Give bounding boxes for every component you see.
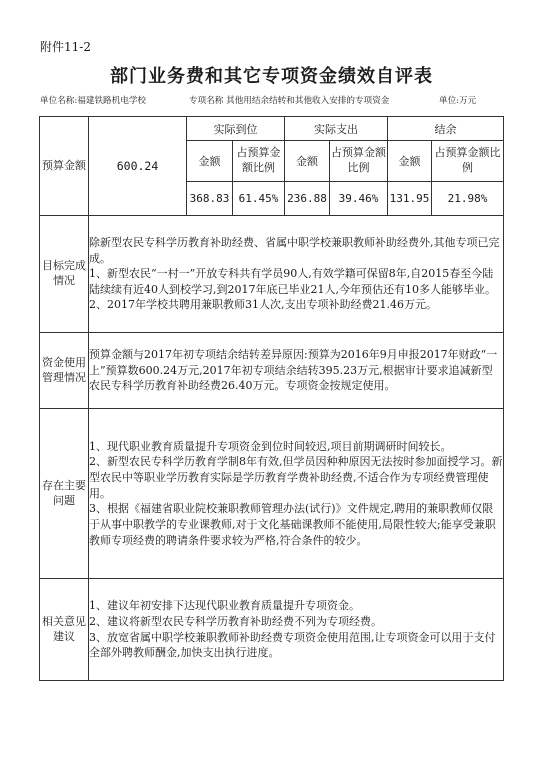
spent-header: 实际支出 (285, 117, 388, 141)
money-unit: 单位:万元 (439, 96, 477, 106)
balance-amount: 131.95 (388, 182, 432, 216)
advice-label: 相关意见建议 (40, 579, 89, 681)
goal-line: 1、新型农民“一村一”开放专科共有学员90人,有效学籍可保留8年,自2015春至今陆陆续续有近40人到校学习,到2017年底已毕业21人,今年预估还有10多人能够毕业。 (89, 267, 496, 296)
budget-label-cell (40, 117, 89, 216)
spent-ratio-header: 占预算金额比例 (330, 141, 388, 182)
budget-amount: 600.24 (89, 117, 187, 216)
arrived-ratio: 61.45% (233, 182, 285, 216)
advice-line: 3、放宽省属中职学校兼职教师补助经费专项资金使用范围,让专项资金可以用于支付全部外聘教师酬金,加快支出执行进度。 (89, 630, 496, 660)
balance-ratio: 21.98% (432, 182, 504, 216)
arrived-amount-header: 金额 (187, 141, 233, 182)
problems-label: 存在主要问题 (40, 409, 89, 579)
balance-ratio-header: 占预算金额比例 (432, 141, 504, 182)
spent-amount: 236.88 (285, 182, 330, 216)
advice-content (89, 579, 504, 681)
budget-label: 预算金额 (42, 158, 86, 172)
problems-line: 3、根据《福建省职业院校兼职教师管理办法(试行)》文件规定,聘用的兼职教师仅限于从事中职教学的专业课教师,对于文化基础课教师不能使用,局限性较大;能享受兼职教师专项经费的聘请条件要求较为严格,符合条件的较少。 (89, 502, 496, 547)
unit-name: 单位名称:福建铁路机电学校 (40, 96, 147, 106)
usage-label: 资金使用管理情况 (40, 333, 89, 409)
attachment-number: 附件11-2 (40, 40, 91, 54)
goal-line: 2、2017年学校共聘用兼职教师31人次,支出专项补助经费21.46万元。 (89, 298, 437, 312)
balance-amount-header: 金额 (388, 141, 432, 182)
problems-content (89, 409, 504, 579)
goal-content (89, 216, 504, 333)
goal-line: 除新型农民专科学历教育补助经费、省属中职学校兼职教师补助经费外,其他专项已完成。 (89, 235, 500, 265)
goal-label: 目标完成情况 (40, 216, 89, 333)
evaluation-table (39, 116, 504, 681)
problems-line: 2、新型农民专科学历教育学制8年有效,但学员因种种原因无法按时参加面授学习。新型农民中等职业学历教育实际是学历教育学费补助经费,不适合作为专项经费管理使用。 (89, 455, 503, 500)
usage-line: 预算金额与2017年初专项结余结转差异原因:预算为2016年9月申报2017年财政“一上”预算数600.24万元,2017年初专项结余结转395.23万元,根据审计要求追减新型农民专科学历教育补助经费26.40万元。专项资金按规定使用。 (89, 348, 498, 393)
balance-header: 结余 (388, 117, 504, 141)
problems-line: 1、现代职业教育质量提升专项资金到位时间较迟,项目前期调研时间较长。 (89, 439, 452, 453)
project-name: 专项名称 其他用结余结转和其他收入安排的专项资金 (189, 96, 390, 106)
spent-ratio: 39.46% (330, 182, 388, 216)
advice-line: 2、建议将新型农民专科学历教育补助经费不列为专项经费。 (89, 614, 382, 628)
advice-line: 1、建议年初安排下达现代职业教育质量提升专项资金。 (89, 599, 360, 613)
arrived-header: 实际到位 (187, 117, 285, 141)
spent-amount-header: 金额 (285, 141, 330, 182)
page-title: 部门业务费和其它专项资金绩效自评表 (110, 66, 433, 87)
arrived-ratio-header: 占预算金额比例 (233, 141, 285, 182)
usage-content (89, 333, 504, 409)
arrived-amount: 368.83 (187, 182, 233, 216)
